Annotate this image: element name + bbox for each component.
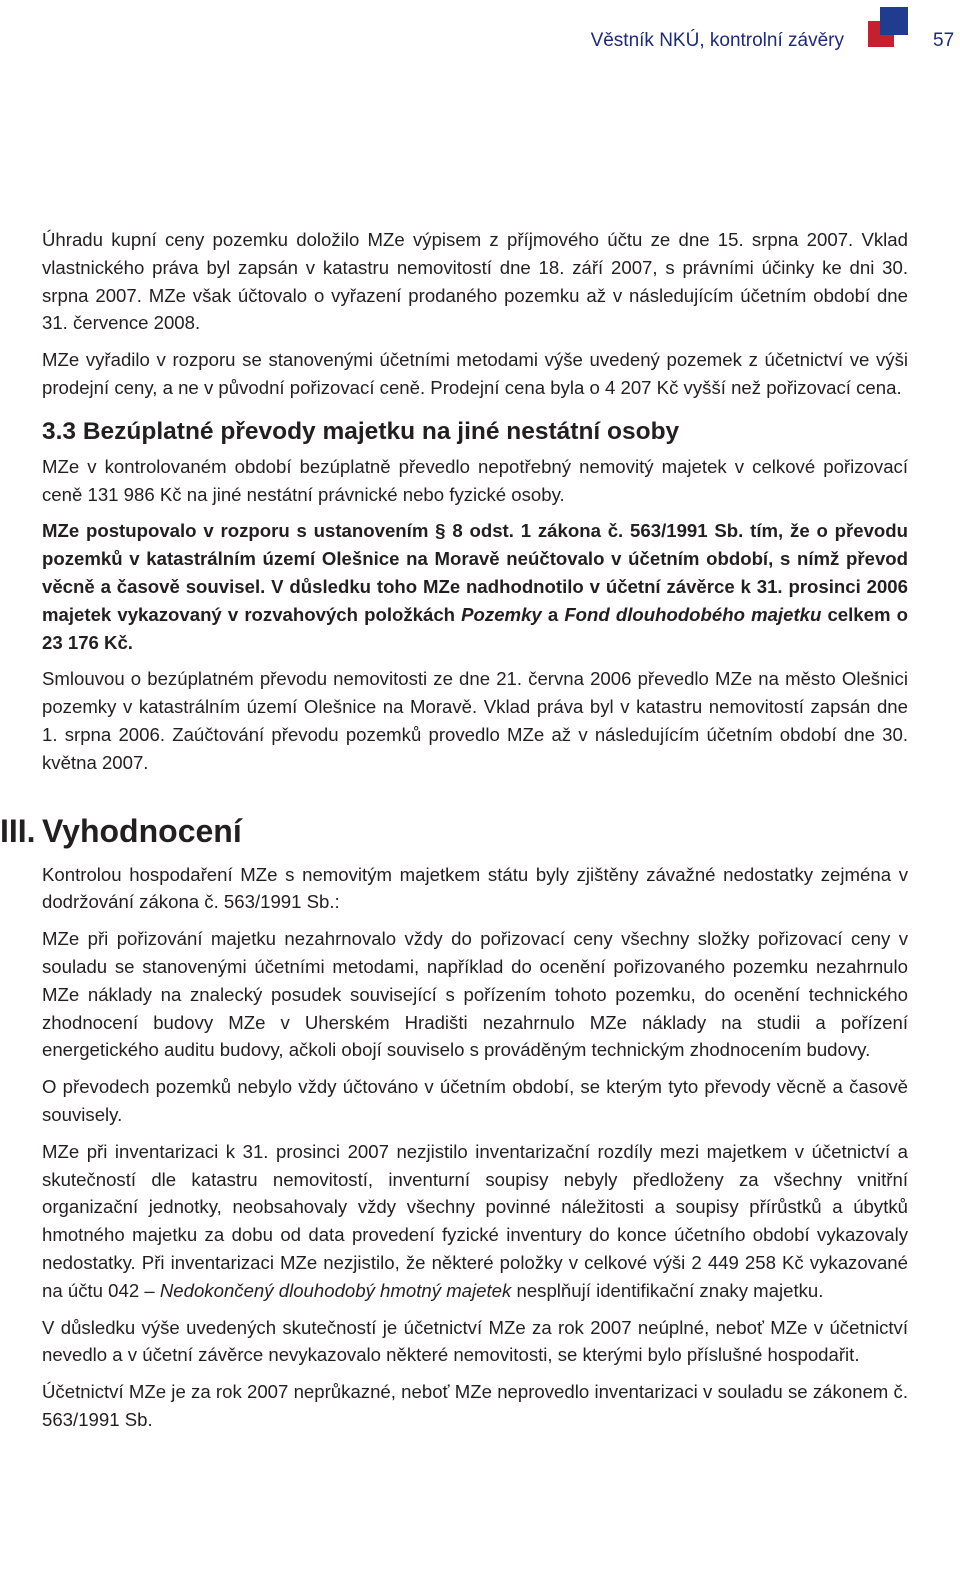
finding-text-2: a: [541, 603, 565, 625]
logo-blue-square: [880, 7, 908, 35]
inventory-text-1: MZe při inventarizaci k 31. prosinci 2007 nezjistilo inventarizační rozdíly mezi majetkem v účetnictví a skutečností dle katastru nemovitostí, inventurní soupisy nebyly předloženy za všechny vnitřní organizační jednotky, neobsahovaly vždy všechny povinné náležitosti a soupisy přírůstků a úbytků hmotného majetku za dobu od data provedení fyzické inventury do konce účetního období vykazovaly nedostatky. Při inventarizaci MZe nezjistilo, že některé položky v celkové výši 2 449 258 Kč vykazované na účtu 042 –: [42, 1140, 908, 1301]
paragraph-contract: Smlouvou o bezúplatném převodu nemovitosti ze dne 21. června 2006 převedlo MZe na město Olešnici pozemky v katastrálním území Olešnice na Moravě. Vklad práva byl v katastru nemovitostí zapsán dne 1. srpna 2006. Zaúčtování převodu pozemků provedlo MZe až v následujícím účetním období dne 30. května 2007.: [42, 668, 908, 773]
section-number: III.: [0, 812, 36, 849]
section-title: Vyhodnocení: [42, 812, 242, 849]
paragraph-finding-bold: [42, 517, 908, 656]
page-number: 57: [933, 30, 955, 51]
paragraph-payment: Úhradu kupní ceny pozemku doložilo MZe výpisem z příjmového účtu ze dne 15. srpna 2007. Vklad vlastnického práva byl zapsán v katastru nemovitostí dne 18. září 2007, s právními účinky ke dni 30. srpna 2007. MZe však účtovalo o vyřazení prodaného pozemku až v následujícím účetním období dne 31. července 2008.: [42, 229, 908, 334]
page-body: [0, 226, 908, 1443]
paragraph-acquisition-cost: MZe při pořizování majetku nezahrnovalo vždy do pořizovací ceny všechny složky pořizovací ceny v souladu se stanovenými účetními metodami, například do ocenění pořizovaného pozemku nezahrnulo MZe náklady na znalecký posudek související s pořízením tohoto pozemku, do ocenění technického zhodnocení budovy MZe v Uherském Hradišti nezahrnulo MZe náklady na studii a pořízení energetického auditu budovy, ačkoli obojí souviselo s prováděným technickým zhodnocením budovy.: [42, 928, 908, 1061]
paragraph-transfers: O převodech pozemků nebylo vždy účtováno v účetním období, se kterým tyto převody věcně a časově souvisely.: [42, 1076, 908, 1125]
paragraph-removal: MZe vyřadilo v rozporu se stanovenými účetními metodami výše uvedený pozemek z účetnictví ve výši prodejní ceny, a ne v původní pořizovací ceně. Prodejní cena byla o 4 207 Kč vyšší než pořizovací cena.: [42, 349, 908, 398]
paragraph-transfer-summary: MZe v kontrolovaném období bezúplatně převedlo nepotřebný nemovitý majetek v celkové pořizovací ceně 131 986 Kč na jiné nestátní právnické nebo fyzické osoby.: [42, 455, 908, 505]
section-heading-iii: [0, 811, 908, 851]
inventory-item-account: Nedokončený dlouhodobý hmotný majetek: [159, 1279, 512, 1301]
finding-text-3: celkem o 23 176 Kč.: [42, 603, 908, 653]
nku-logo-icon: [868, 7, 910, 49]
paragraph-unproven: Účetnictví MZe je za rok 2007 neprůkazné, neboť MZe neprovedlo inventarizaci v souladu se zákonem č. 563/1991 Sb.: [42, 1381, 908, 1430]
paragraph-incomplete: V důsledku výše uvedených skutečností je účetnictví MZe za rok 2007 neúplné, neboť MZe v účetnictví nevedlo a v účetní závěrce nevykazovalo některé nemovitosti, se kterými bylo příslušné hospodařit.: [42, 1316, 908, 1366]
finding-item-fond: Fond dlouhodobého majetku: [564, 603, 822, 625]
finding-text-1: MZe postupovalo v rozporu s ustanovením § 8 odst. 1 zákona č. 563/1991 Sb. tím, že o převodu pozemků v katastrálním území Olešnice na Moravě neúčtovalo v účetním období, s nímž převod věcně a časově souvisel. V důsledku toho MZe nadhodnotilo v účetní závěrce k 31. prosinci 2006 majetek vykazovaný v rozvahových položkách: [42, 520, 908, 625]
page-header: [0, 0, 960, 60]
finding-item-pozemky: Pozemky: [461, 603, 542, 625]
heading-3-3: 3.3 Bezúplatné převody majetku na jiné nestátní osoby: [42, 417, 680, 445]
paragraph-evaluation-intro: Kontrolou hospodaření MZe s nemovitým majetkem státu byly zjištěny závažné nedostatky zejména v dodržování zákona č. 563/1991 Sb.:: [42, 863, 908, 913]
paragraph-inventory: [42, 1138, 908, 1305]
inventory-text-2: nesplňují identifikační znaky majetku.: [511, 1279, 824, 1301]
journal-title: Věstník NKÚ, kontrolní závěry: [590, 30, 844, 51]
